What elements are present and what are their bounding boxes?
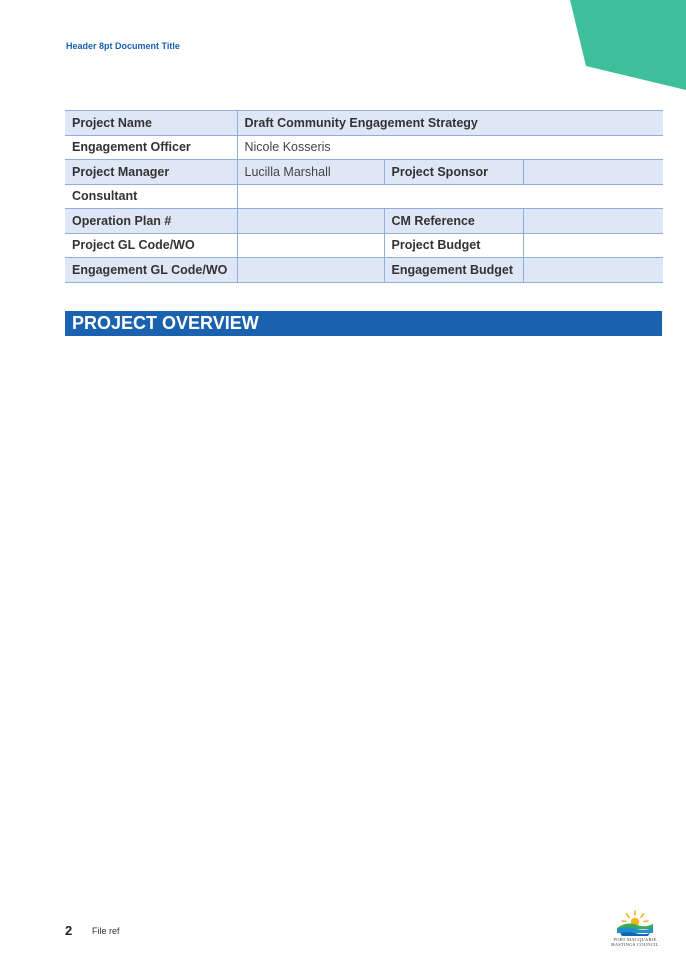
table-row (65, 160, 663, 185)
project-gl-code-label: Project GL Code/WO (65, 233, 237, 258)
project-name-label: Project Name (65, 111, 237, 136)
project-manager-value: Lucilla Marshall (237, 160, 384, 185)
section-title: PROJECT OVERVIEW (65, 311, 662, 336)
project-sponsor-label: Project Sponsor (384, 160, 523, 185)
project-budget-value (523, 233, 663, 258)
engagement-gl-code-label: Engagement GL Code/WO (65, 258, 237, 283)
corner-decoration (566, 0, 686, 92)
file-ref: File ref (92, 926, 120, 936)
engagement-budget-label: Engagement Budget (384, 258, 523, 283)
engagement-officer-value: Nicole Kosseris (237, 135, 663, 160)
council-logo-icon (615, 910, 655, 937)
table-row (65, 258, 663, 283)
project-sponsor-value (523, 160, 663, 185)
table-row (65, 233, 663, 258)
cm-reference-value (523, 209, 663, 234)
project-name-value: Draft Community Engagement Strategy (237, 111, 663, 136)
logo-text-line2: HASTINGS COUNCIL (611, 942, 659, 948)
project-manager-label: Project Manager (65, 160, 237, 185)
engagement-budget-value (523, 258, 663, 283)
table-row (65, 184, 663, 209)
engagement-gl-code-value (237, 258, 384, 283)
project-budget-label: Project Budget (384, 233, 523, 258)
page-number: 2 (65, 923, 73, 938)
consultant-label: Consultant (65, 184, 237, 209)
council-logo (606, 910, 664, 958)
project-gl-code-value (237, 233, 384, 258)
operation-plan-value (237, 209, 384, 234)
table-row (65, 135, 663, 160)
consultant-value (237, 184, 663, 209)
project-info-table (65, 110, 663, 283)
operation-plan-label: Operation Plan # (65, 209, 237, 234)
table-row (65, 111, 663, 136)
logo-text-line1: PORT MACQUARIE (613, 937, 657, 942)
engagement-officer-label: Engagement Officer (65, 135, 237, 160)
table-row (65, 209, 663, 234)
cm-reference-label: CM Reference (384, 209, 523, 234)
document-header-title: Header 8pt Document Title (66, 41, 180, 51)
